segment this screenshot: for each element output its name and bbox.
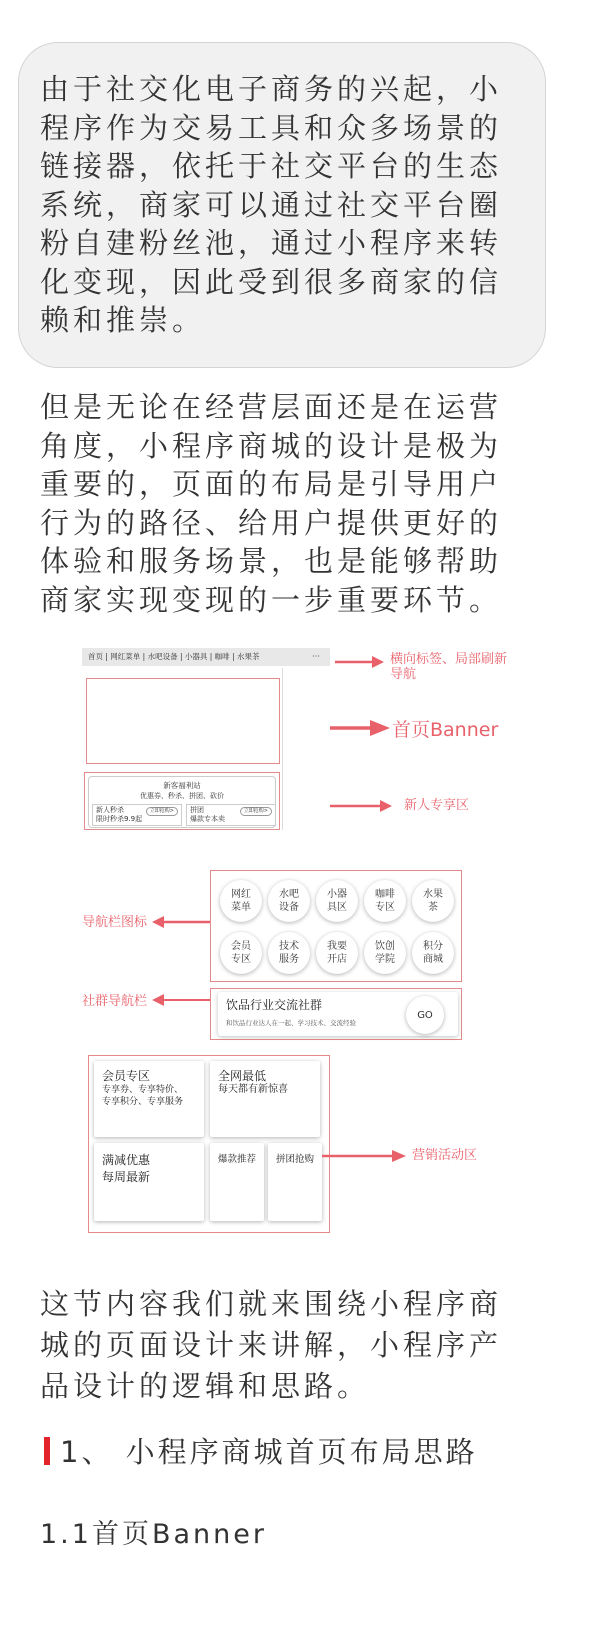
go-button: GO — [406, 996, 444, 1034]
paragraph-line: 行为的路径、给用户提供更好的 — [40, 505, 503, 540]
annotation-nav-icons: 导航栏图标 — [82, 915, 148, 930]
card-subtitle: 每天都有新惊喜 — [218, 1084, 288, 1095]
banner-placeholder — [86, 678, 280, 764]
intro-paragraph — [40, 70, 540, 340]
paragraph-line: 品设计的逻辑和思路。 — [40, 1369, 371, 1403]
paragraph-line: 商家实现变现的一步重要环节。 — [40, 582, 503, 617]
hot-products-card: 爆款推荐 — [210, 1143, 264, 1221]
intro-line: 粉自建粉丝池，通过小程序来转 — [40, 226, 503, 260]
card-subtitle: 爆款专本卖 — [190, 815, 225, 823]
body-paragraph — [40, 1284, 540, 1407]
annotation-newuser: 新人专享区 — [404, 798, 470, 813]
nav-icon-line: 咖啡 — [375, 889, 395, 900]
group-buy-card — [186, 804, 276, 826]
nav-icon-line: 水果 — [423, 889, 443, 900]
nav-icon-button — [268, 880, 310, 922]
nav-icon-line: 开店 — [327, 954, 347, 965]
intro-line: 由于社交化电子商务的兴起，小 — [40, 72, 503, 106]
tab-bar-labels: 首页 | 网红菜单 | 水吧设备 | 小器具 | 咖啡 | 水果茶 — [88, 652, 260, 661]
intro-line: 程序作为交易工具和众多场景的 — [40, 110, 503, 145]
card-title: 拼团 — [190, 806, 204, 814]
tab-bar — [82, 648, 330, 666]
nav-icon-line: 商城 — [423, 954, 443, 965]
nav-icon-line: 我要 — [327, 941, 347, 952]
discount-card — [94, 1143, 204, 1221]
nav-icon-line: 会员 — [231, 941, 251, 952]
divider — [282, 668, 283, 830]
buy-button: 立即抢购> — [240, 807, 272, 816]
nav-icon-button — [412, 932, 454, 974]
newuser-title: 新客福利站 — [163, 781, 201, 790]
nav-icon-button — [412, 880, 454, 922]
more-icon: ··· — [312, 652, 320, 661]
card-title: 新人秒杀 — [96, 806, 124, 814]
heading-accent-bar — [44, 1437, 50, 1465]
section-heading-text: 1、 小程序商城首页布局思路 — [60, 1435, 478, 1469]
flash-sale-card — [92, 804, 182, 826]
nav-icon-line: 学院 — [375, 954, 395, 965]
figure3-arrow — [322, 1146, 412, 1166]
nav-icon-line: 饮创 — [375, 941, 395, 952]
nav-icon-line: 菜单 — [231, 902, 251, 913]
nav-icon-line: 茶 — [428, 902, 438, 913]
subsection-heading: 1.1首页Banner — [40, 1519, 267, 1550]
nav-icon-line: 网红 — [231, 889, 251, 900]
section-heading — [44, 1430, 478, 1471]
newuser-subtitle: 优惠券、秒杀、拼团、砍价 — [140, 792, 224, 800]
group-buy-card: 拼团抢购 — [268, 1143, 322, 1221]
figure-homepage-top — [82, 648, 330, 832]
nav-icon-button — [316, 880, 358, 922]
card-subtitle: 每周最新 — [102, 1170, 151, 1184]
nav-icon-line: 水吧 — [279, 889, 299, 900]
nav-icon-line: 专区 — [375, 902, 395, 913]
nav-icon-button — [364, 880, 406, 922]
figure-navigation — [210, 870, 464, 1042]
nav-icon-button — [220, 932, 262, 974]
community-title: 饮品行业交流社群 — [226, 998, 323, 1012]
annotation-marketing: 营销活动区 — [412, 1148, 478, 1163]
paragraph-line: 这节内容我们就来围绕小程序商 — [40, 1287, 503, 1321]
annotation-banner: 首页Banner — [392, 719, 499, 741]
nav-icon-button — [316, 932, 358, 974]
card-title: 满减优惠 — [102, 1153, 151, 1167]
nav-icon-line: 专区 — [231, 954, 251, 965]
nav-icon-line: 设备 — [279, 902, 299, 913]
nav-icon-line: 技术 — [279, 941, 299, 952]
annotation-line: 横向标签、局部刷新 — [390, 652, 508, 667]
member-card — [94, 1061, 204, 1137]
buy-button: 立即抢购> — [146, 807, 178, 816]
annotation-line: 导航 — [390, 667, 417, 682]
figure-marketing — [88, 1055, 332, 1235]
paragraph-line: 城的页面设计来讲解，小程序产 — [40, 1328, 503, 1362]
nav-icon-button — [364, 932, 406, 974]
nav-icon-line: 服务 — [279, 954, 299, 965]
paragraph-line: 但是无论在经营层面还是在运营 — [40, 390, 503, 424]
paragraph-line: 体验和服务场景，也是能够帮助 — [40, 544, 503, 578]
card-title: 会员专区 — [102, 1069, 151, 1083]
intro-line: 赖和推崇。 — [40, 303, 206, 337]
lowest-price-card — [210, 1061, 320, 1137]
community-subtitle: 和饮品行业达人在一起、学习技术、交流经验 — [226, 1019, 356, 1027]
body-paragraph — [40, 388, 540, 619]
annotation-tabs — [390, 652, 507, 682]
nav-icon-button — [220, 880, 262, 922]
paragraph-line: 角度，小程序商城的设计是极为 — [40, 428, 503, 463]
paragraph-line: 重要的，页面的布局是引导用户 — [40, 467, 503, 501]
annotation-community: 社群导航栏 — [82, 994, 148, 1009]
card-subtitle: 专享积分、专享服务 — [102, 1097, 184, 1107]
card-subtitle: 专享券、专享特价、 — [102, 1085, 184, 1095]
figure2-arrows — [150, 900, 212, 1020]
intro-line: 化变现，因此受到很多商家的信 — [40, 264, 503, 299]
intro-line: 链接器，依托于社交平台的生态 — [40, 149, 503, 183]
nav-icon-line: 具区 — [327, 902, 347, 913]
card-title: 全网最低 — [218, 1069, 267, 1083]
nav-icon-button — [268, 932, 310, 974]
intro-line: 系统，商家可以通过社交平台圈 — [40, 187, 503, 222]
nav-icon-line: 小器 — [327, 889, 347, 900]
nav-icon-line: 积分 — [423, 941, 443, 952]
card-subtitle: 限时秒杀9.9起 — [96, 815, 143, 823]
